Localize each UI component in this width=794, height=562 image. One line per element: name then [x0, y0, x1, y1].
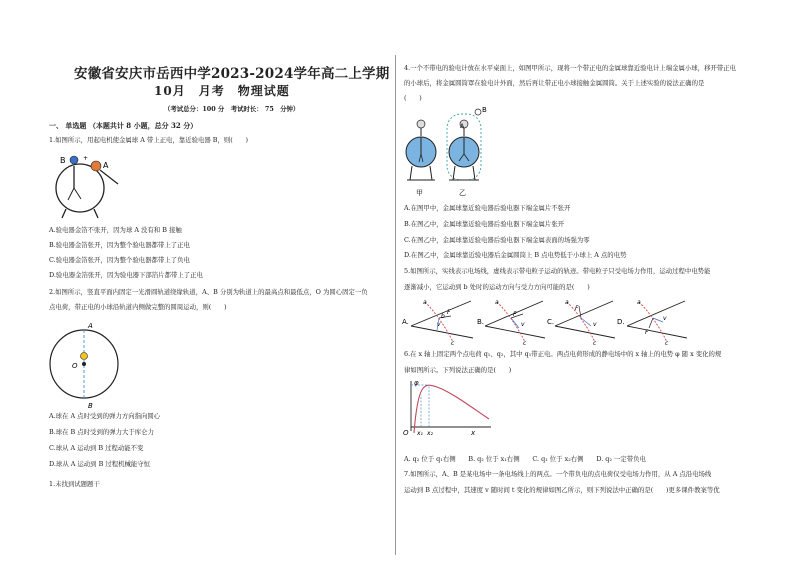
q1-option-d: D.验电器金箔张开，因为验电器下部箔片都带上了正电: [49, 271, 203, 279]
q2-option-b: B.球在 B 点时受到的弹力大于库仑力: [49, 428, 154, 436]
label-b: B: [482, 106, 487, 114]
label-plus: +: [83, 155, 89, 162]
a: a: [565, 299, 569, 306]
charged-ball: [81, 353, 88, 360]
q2-option-a: A.球在 A 点时受到的弹力方向指向圆心: [49, 412, 161, 420]
label-b: B: [60, 156, 66, 165]
b: b: [441, 313, 445, 320]
q5-label-c: C.: [547, 318, 555, 326]
q2-option-d: D.球从 A 运动到 B 过程机械能守恒: [49, 460, 151, 468]
q5-stem-1: 5.如图所示，实线表示电场线，虚线表示带电粒子运动的轨迹。带电粒子只受电场力作用，运动过程中电势能: [404, 267, 711, 275]
sphere-a: [91, 161, 101, 171]
q1-option-a: A.验电器金箔不张开，因为球 A 没有和 B 接触: [49, 226, 182, 234]
q5-label-b: B.: [477, 318, 485, 326]
label-phi: φ: [414, 379, 419, 387]
q4-stem-3: ( ): [404, 94, 422, 102]
exam-info: （考试总分：100 分 考试时长： 75 分钟）: [164, 105, 300, 113]
q2-stem-2: 点电荷，带正电的小球沿轨道内侧做完整的圆周运动，则( ): [49, 303, 227, 311]
q5-option-a-fig: [402, 299, 473, 346]
left-column: [44, 0, 389, 562]
label-yi: 乙: [459, 189, 466, 197]
q1-stem: 1.如图所示，用起电机使金属球 A 带上正电，靠近验电器 B，则( ): [49, 136, 249, 144]
q6-options: A. q₂ 位于 q₁右侧 B. q₂ 位于 x₁右侧 C. q₁ 位于 x₂右侧 D. q₂ 一定带负电: [404, 455, 646, 463]
label-b: B: [88, 402, 93, 410]
a: a: [637, 299, 641, 306]
q7-stem-2: 运动到 B 点过程中，其速度 v 随时间 t 变化的规律如图乙所示，则下列说法中正确的是( )更多课件教案等优: [404, 486, 720, 494]
q4-stem-2: 的小球后，将金属圆筒罩在验电计外面，然后再让带正电小球接触金属圆筒。关于上述实验的说法正确的是: [404, 79, 705, 87]
label-jia: 甲: [416, 189, 423, 197]
f: F: [513, 311, 517, 318]
label-a: A: [103, 161, 109, 170]
q1-option-b: B.验电器金箔张开，因为整个验电器都带上了正电: [49, 241, 190, 249]
sphere-b: [70, 156, 78, 164]
q5-label-a: A.: [402, 318, 409, 326]
c: c: [523, 340, 527, 346]
v: v: [663, 315, 667, 322]
q5-figure: [401, 296, 773, 346]
column-divider: [395, 55, 396, 555]
center-o: [82, 362, 86, 366]
q4-stem-1: 4.一个不带电的验电计放在水平桌面上，如图甲所示，现将一个带正电的金属球靠近验电计上端金属小球，移开带正电: [404, 64, 737, 72]
q2-figure: [44, 318, 134, 410]
missing-question-note: 1.未找到试题题干: [49, 480, 100, 488]
v: v: [521, 321, 525, 328]
right-column: [401, 0, 773, 562]
f: F: [447, 309, 451, 316]
f: F: [575, 305, 579, 312]
q2-stem-1: 2.如图所示，竖直平面内固定一光滑圆轨道绕缘轨道，A、B 分别为轨道上的最高点和最低点，O 为圆心固定一负: [49, 288, 368, 296]
q5-option-c-fig: [547, 299, 615, 346]
exam-subtitle: 10月 月考 物理试题: [154, 84, 290, 98]
q5-option-d-fig: [617, 299, 687, 346]
a: a: [423, 299, 427, 306]
q7-stem-1: 7.如图所示，A、B 是某电场中一条电场线上的两点。一个带负电的点电荷仅受电场力作用，从 A 点沿电场线: [404, 470, 712, 478]
c: c: [593, 340, 597, 346]
label-x2: x₂: [427, 430, 433, 437]
label-o: O: [72, 362, 78, 370]
q1-figure: [44, 148, 154, 220]
q5-label-d: D.: [617, 318, 625, 326]
q6-stem-1: 6.在 x 轴上固定两个点电荷 q₁、q₂，其中 q₁带正电。两点电荷形成的静电场中的 x 轴上的电势 φ 随 x 变化的规: [404, 350, 722, 358]
label-x: x: [471, 429, 476, 437]
q4-option-d: D.在图乙中，金属球靠近验电器后金属圆筒上 B 点电势低于小球上 A 点的电势: [404, 251, 627, 259]
q6-stem-2: 律如图所示。下列说法正确的是( ): [404, 366, 512, 374]
v: v: [593, 321, 597, 328]
label-a: A: [88, 322, 93, 330]
q4-figure: [401, 104, 501, 200]
q1-option-c: C.验电器金箔张开，因为整个验电器都带上了负电: [49, 256, 190, 264]
q4-option-c: C.在图乙中，金属球靠近验电器后验电器下端金属表面的场强为零: [404, 236, 590, 244]
q4-option-a: A.在图甲中，金属球靠近验电器后验电器下端金属片不张开: [404, 204, 571, 212]
a: a: [495, 299, 499, 306]
q4-option-b: B.在图乙中，金属球靠近验电器后验电器下端金属片张开: [404, 220, 565, 228]
q6-graph: [401, 377, 501, 439]
f: F: [645, 329, 649, 336]
c: c: [451, 340, 455, 346]
q5-stem-2: 逐渐减小，它运动到 b 处时的运动方向与受力方向可能的是( ): [404, 283, 590, 291]
potential-curve: [414, 385, 489, 433]
c: c: [665, 340, 669, 346]
label-x1: x₁: [417, 430, 423, 437]
label-o: O: [403, 429, 409, 437]
v: v: [437, 321, 441, 328]
q2-option-c: C.球从 A 运动到 B 过程动能不变: [49, 444, 144, 452]
q5-option-b-fig: [477, 299, 545, 346]
exam-title: 安徽省安庆市岳西中学2023-2024学年高二上学期: [74, 66, 390, 82]
label-a: A: [460, 123, 465, 130]
section-heading: 一、 单选题 （本题共计 8 小题，总分 32 分）: [49, 121, 198, 130]
